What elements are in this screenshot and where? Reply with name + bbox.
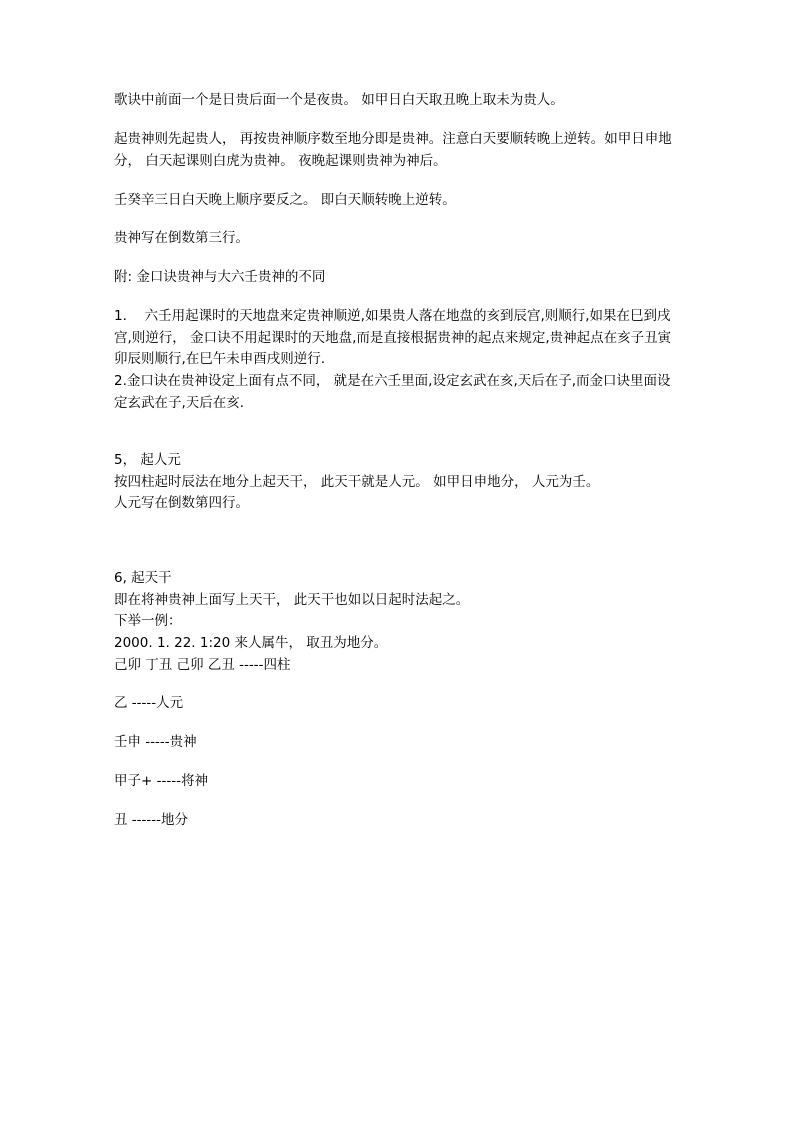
chart-line-human-element: 乙 -----人元 bbox=[114, 695, 184, 712]
section-five bbox=[114, 450, 684, 493]
section-heading: 5， 起人元 bbox=[114, 452, 181, 469]
example-heading: 下举一例： bbox=[114, 613, 182, 630]
section-spacer bbox=[114, 414, 684, 436]
section-heading: 6, 起天干 bbox=[114, 570, 172, 587]
paragraph: 即在将神贵神上面写上天干， 此天干也如以日起时法起之。 bbox=[114, 591, 470, 608]
chart-line-noble-spirit: 壬申 -----贵神 bbox=[114, 734, 197, 751]
numbered-note-item: 1. 六壬用起课时的天地盘来定贵神顺逆,如果贵人落在地盘的亥到辰宫,则顺行,如果在巳到戌宫,则逆行， 金口诀不用起课时的天地盘,而是直接根据贵神的起点来规定,贵神起点在亥子丑寅卯辰则顺行,在巳午未申酉戌则逆行. bbox=[114, 308, 672, 368]
example-block bbox=[114, 611, 684, 654]
paragraph-appendix-heading: 附: 金口诀贵神与大六壬贵神的不同 bbox=[114, 269, 326, 286]
paragraph: 壬癸辛三日白天晚上顺序要反之。 即白天顺转晚上逆转。 bbox=[114, 191, 456, 208]
paragraph: 人元写在倒数第四行。 bbox=[114, 495, 249, 512]
chart-line-earth-branch: 丑 ------地分 bbox=[114, 811, 189, 828]
paragraph: 歌诀中前面一个是日贵后面一个是夜贵。 如甲日白天取丑晚上取未为贵人。 bbox=[114, 92, 564, 108]
example-date-line: 2000. 1. 22. 1:20 来人属牛， 取丑为地分。 bbox=[114, 634, 388, 651]
document-body bbox=[114, 90, 684, 849]
section-six bbox=[114, 568, 684, 611]
section-spacer bbox=[114, 554, 684, 568]
numbered-note-item: 2.金口诀在贵神设定上面有点不同， 就是在六壬里面,设定玄武在亥,天后在子,而金口诀里面设定玄武在子,天后在亥. bbox=[114, 372, 671, 411]
numbered-note-block bbox=[114, 306, 684, 414]
paragraph: 按四柱起时辰法在地分上起天干， 此天干就是人元。 如甲日申地分， 人元为壬。 bbox=[114, 473, 600, 490]
chart-line-four-pillars: 己卯 丁丑 己卯 乙丑 -----四柱 bbox=[114, 656, 291, 673]
section-spacer bbox=[114, 532, 684, 554]
paragraph: 贵神写在倒数第三行。 bbox=[114, 230, 249, 247]
paragraph: 起贵神则先起贵人， 再按贵神顺序数至地分即是贵神。注意白天要顺转晚上逆转。如甲日申地分， 白天起课则白虎为贵神。 夜晚起课则贵神为神后。 bbox=[114, 130, 672, 169]
section-spacer bbox=[114, 436, 684, 450]
chart-line-general-spirit: 甲子+ -----将神 bbox=[114, 773, 208, 790]
